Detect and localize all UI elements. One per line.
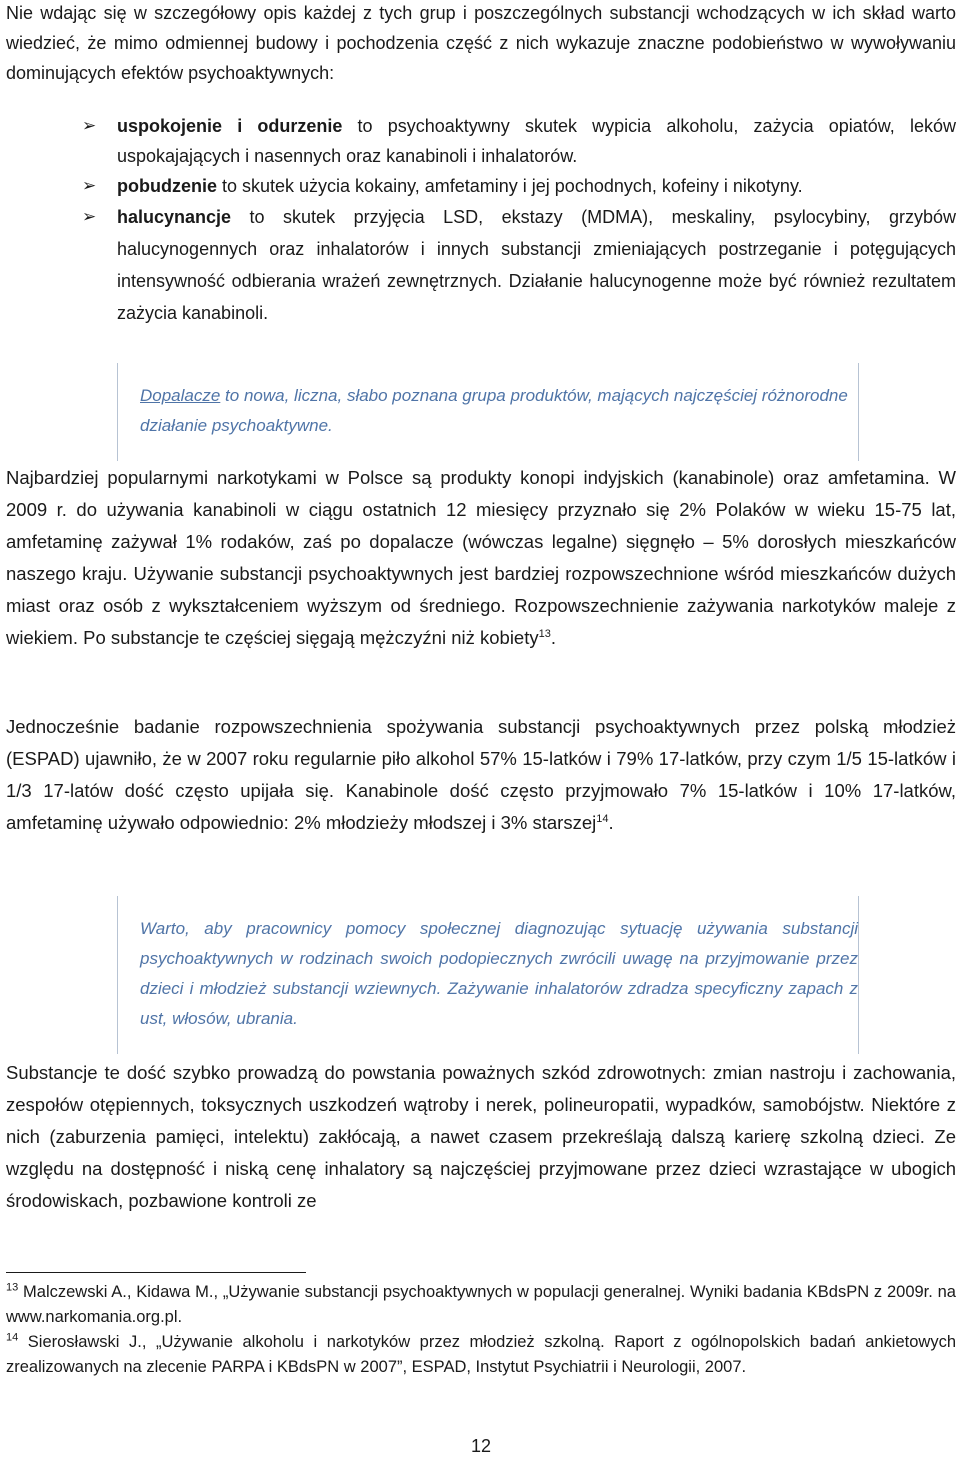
list-item [6, 111, 956, 171]
list-item-term: pobudzenie [117, 176, 217, 196]
espad-paragraph [6, 711, 956, 839]
list-item-text: to psychoaktywny skutek wypicia alkoholu, zażycia opiatów, leków uspokajających i nasennych oraz kanabinoli i inhalatorów. [117, 116, 956, 166]
footnote-text: Sierosławski J., „Używanie alkoholu i narkotyków przez młodzież szkolną. Raport z ogólnopolskich badań ankietowych zrealizowanych na zlecenie PARPA i KBdsPN w 2007”, ESPAD, Instytut Psychiatrii i Neurologii, 2007. [6, 1333, 956, 1376]
arrow-bullet-icon: ➢ [82, 207, 97, 226]
footnote-ref-14: 14 [596, 812, 609, 825]
footnote-13 [6, 1280, 956, 1330]
harms-paragraph: Substancje te dość szybko prowadzą do powstania poważnych szkód zdrowotnych: zmian nastroju i zachowania, zespołów otępiennych, toksycznych uszkodzeń wątroby i nerek, polineuropatii, wypadków, samobójstw. Niektóre z nich (zaburzenia pamięci, intelektu) zakłócają, a nawet czasem przekreślają dalszą karierę szkolną dzieci. Ze względu na dostępność i niską cenę inhalatory są najczęściej przyjmowane przez dzieci wzrastające w ubogich środowiskach, pozbawione kontroli ze [6, 1062, 956, 1211]
warning-callout: Warto, aby pracownicy pomocy społecznej diagnozując sytuację używania substancji psychoaktywnych w rodzinach swoich podopiecznych zwrócili uwagę na przyjmowanie przez dzieci i młodzież substancji wziewnych. Zażywanie inhalatorów zdradza specyficzny zapach z ust, włosów, ubrania. [117, 896, 859, 1054]
paragraph-end: . [608, 812, 614, 833]
list-item [6, 171, 956, 201]
paragraph-text: Jednocześnie badanie rozpowszechnienia spożywania substancji psychoaktywnych przez polską młodzież (ESPAD) ujawniło, że w 2007 roku regularnie piło alkohol 57% 15-latków i 79% 17-latków, przy czym 1/5 15-latków i 1/3 17-latów dość często upijała się. Kanabinole dość często przyjmowało 7% 15-latków i 10% 17-latków, amfetaminę używało odpowiednio: 2% młodzieży młodszej i 3% starszej [6, 716, 956, 833]
list-item-text: to skutek przyjęcia LSD, ekstazy (MDMA), meskaliny, psylocybiny, grzybów halucynogennych oraz inhalatorów i innych substancji zmieniających postrzeganie i potęgujących intensywność odbierania wrażeń zewnętrznych. Działanie halucynogenne może być również rezultatem zażycia kanabinoli. [117, 207, 956, 323]
list-item-term: halucynancje [117, 207, 232, 227]
statistics-paragraph [6, 462, 956, 654]
footnote-ref-13: 13 [538, 627, 551, 640]
footnote-text: Malczewski A., Kidawa M., „Używanie substancji psychoaktywnych w populacji generalnej. Wyniki badania KBdsPN z 2009r. na www.narkomania.org.pl. [6, 1283, 956, 1326]
footnote-14 [6, 1330, 956, 1380]
footnote-number: 14 [6, 1331, 19, 1344]
dopalacze-callout [117, 363, 859, 461]
intro-paragraph: Nie wdając się w szczegółowy opis każdej z tych grup i poszczególnych substancji wchodzących w ich skład warto wiedzieć, że mimo odmiennej budowy i pochodzenia część z nich wykazuje znaczne podobieństwo w wywoływaniu dominujących efektów psychoaktywnych: [6, 3, 956, 83]
effects-list [6, 111, 956, 329]
page-number: 12 [470, 1436, 492, 1456]
footnotes [6, 1280, 956, 1380]
list-item-text: to skutek użycia kokainy, amfetaminy i jej pochodnych, kofeiny i nikotyny. [217, 176, 803, 196]
footnote-number: 13 [6, 1281, 19, 1294]
paragraph-end: . [550, 627, 557, 648]
paragraph-text: Najbardziej popularnymi narkotykami w Polsce są produkty konopi indyjskich (kanabinole) oraz amfetamina. W 2009 r. do używania kanabinoli w ciągu ostatnich 12 miesięcy przyznało się 2% Polaków w wieku 15-75 lat, amfetaminę zażywał 1% rodaków, zaś po dopalacze (wówczas legalne) sięgnęło – 5% dorosłych mieszkańców naszego kraju. Używanie substancji psychoaktywnych jest bardziej rozpowszechnione wśród mieszkańców dużych miast oraz osób z wykształceniem wyższym od średniego. Rozpowszechnienie zażywania narkotyków maleje z wiekiem. Po substancje te częściej sięgają mężczyźni niż kobiety [6, 467, 956, 648]
arrow-bullet-icon: ➢ [82, 176, 97, 195]
list-item [6, 201, 956, 329]
list-item-term: uspokojenie i odurzenie [117, 116, 343, 136]
callout-text: to nowa, liczna, słabo poznana grupa produktów, mających najczęściej różnorodne działanie psychoaktywne. [140, 386, 848, 435]
footnote-divider [6, 1272, 306, 1273]
arrow-bullet-icon: ➢ [82, 116, 97, 135]
callout-term: Dopalacze [140, 386, 221, 405]
